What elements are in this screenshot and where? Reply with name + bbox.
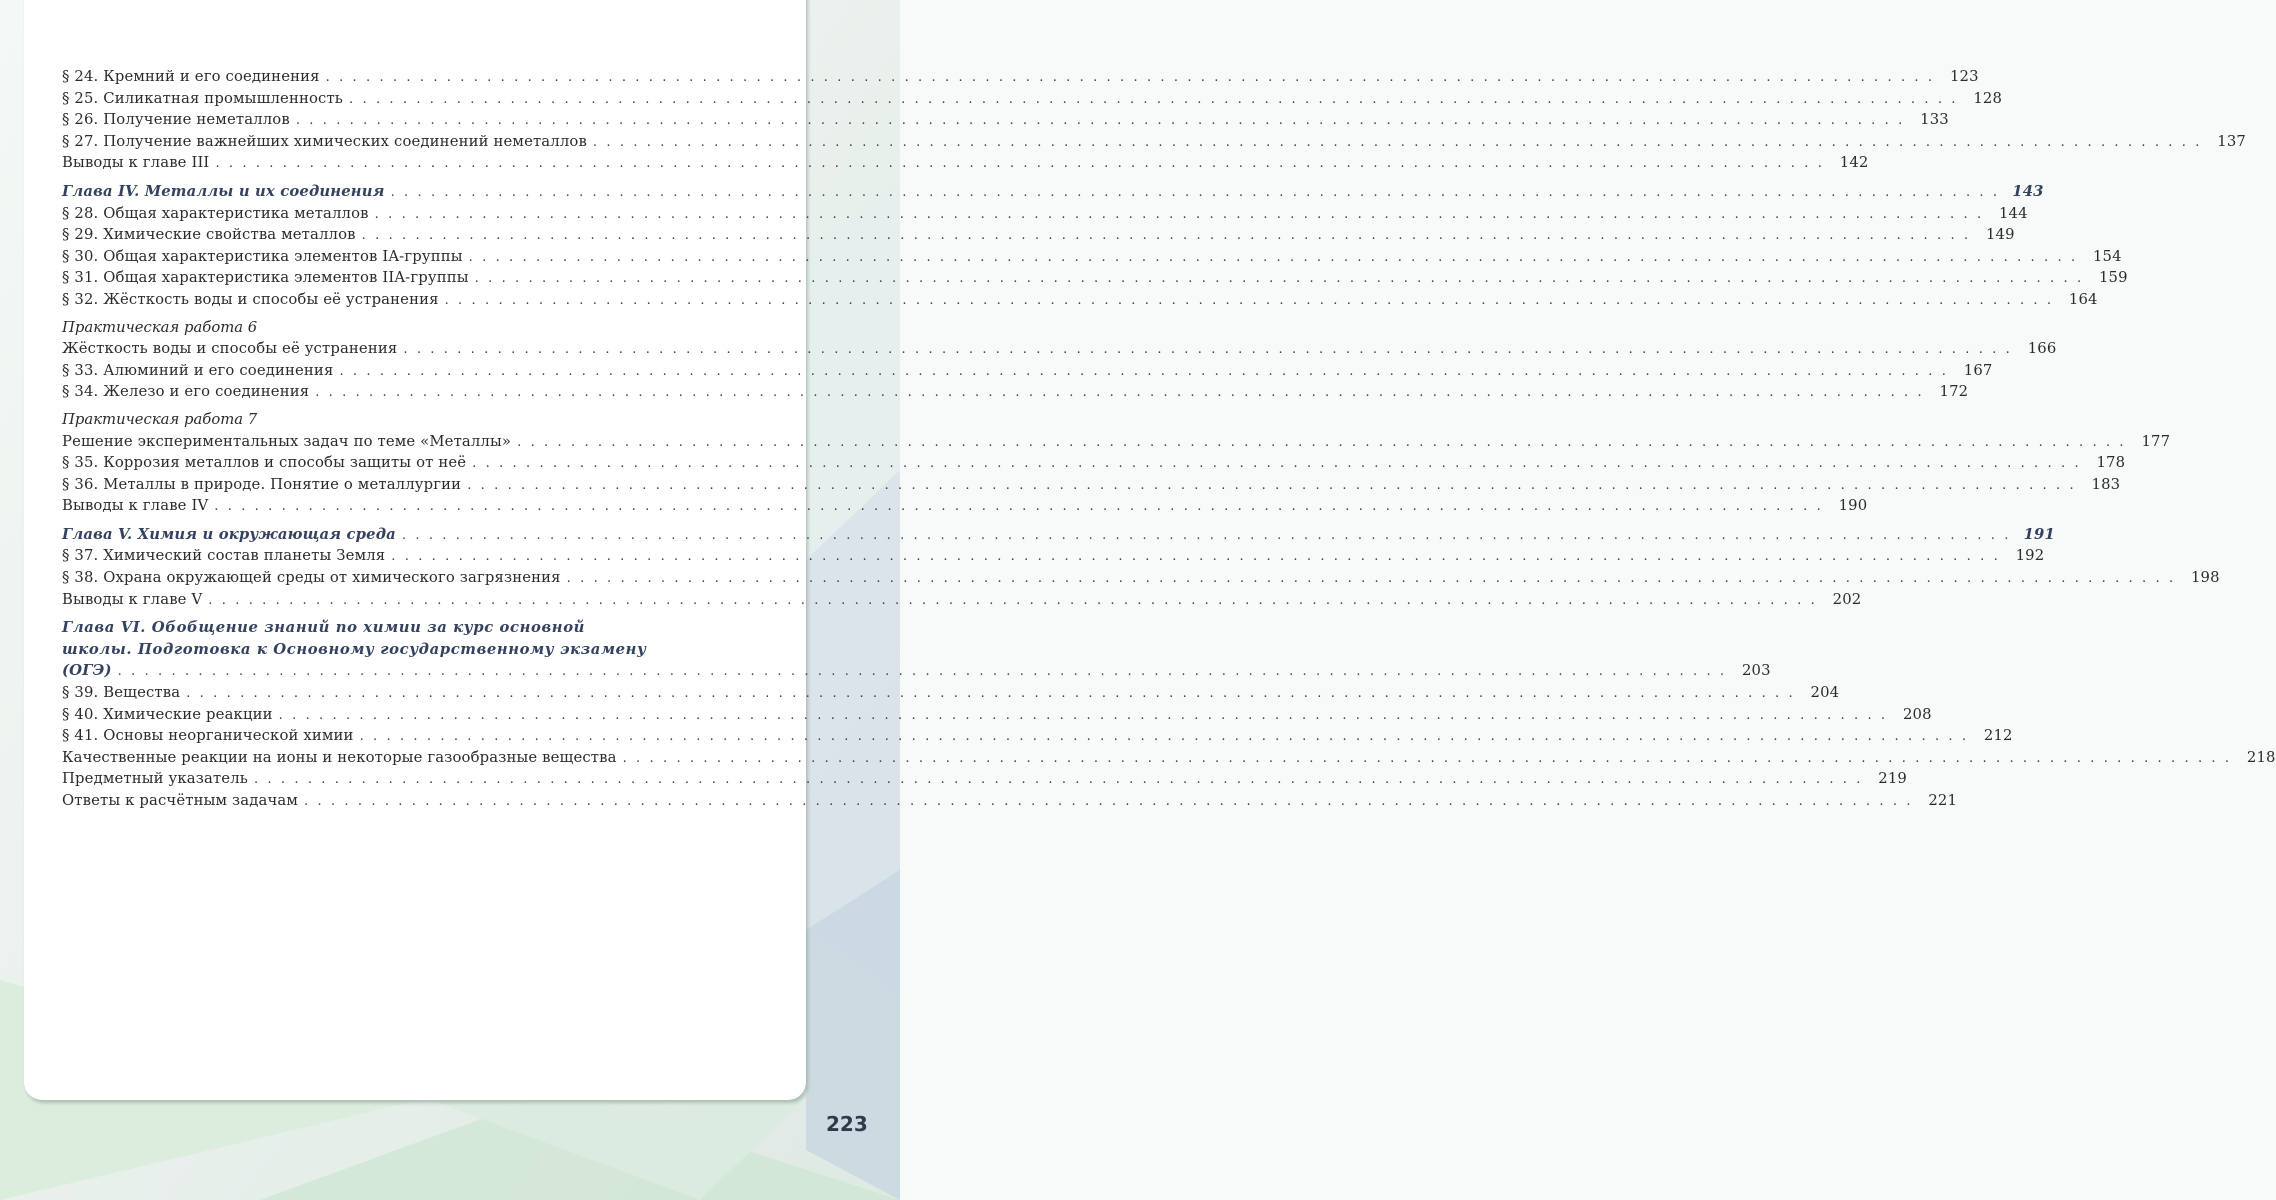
toc-entry-title: § 24. Кремний и его соединения — [62, 68, 320, 85]
dot-leader: . . . . . . . . . . . . . . . . . . . . . . . . . . . . . . . . . . . . . . . . . . . . . . . . . . . . . . . . . . . . . . . . . . . . . . . . . . . . . . . . . . . . . . . . . . . . . . . . . . . . . . . . . . . . . . . . . . . . . . . . — [117, 664, 1727, 680]
toc-entry-page: 164 — [2068, 290, 2098, 308]
toc-entry[interactable] — [62, 66, 1979, 88]
toc-entry-title: § 30. Общая характеристика элементов IA-группы — [62, 247, 463, 265]
toc-entry-title: Ответы к расчётным задачам — [62, 792, 299, 809]
toc-entry-title: § 27. Получение важнейших химических соединений неметаллов — [62, 132, 587, 150]
toc-entry[interactable] — [62, 747, 2276, 769]
dot-leader: . . . . . . . . . . . . . . . . . . . . . . . . . . . . . . . . . . . . . . . . . . . . . . . . . . . . . . . . . . . . . . . . . . . . . . . . . . . . . . . . . . . . . . . . . . . . . . . . . . . . . . . . . . . . . . . . . . . . . . . . — [390, 184, 2000, 200]
toc-entry[interactable] — [62, 152, 1869, 174]
toc-entry-page: 172 — [1939, 383, 1969, 401]
toc-entry-title: Предметный указатель — [62, 770, 248, 788]
chapter-title: Глава V. Химия и окружающая среда — [62, 525, 396, 543]
toc-entry-title: Выводы к главе IV — [62, 497, 209, 515]
dot-leader: . . . . . . . . . . . . . . . . . . . . . . . . . . . . . . . . . . . . . . . . . . . . . . . . . . . . . . . . . . . . . . . . . . . . . . . . . . . . . . . . . . . . . . . . . . . . . . . . . . . . . . . . . . . . . . . . . . . . . . . . — [359, 729, 1969, 745]
toc-entry-title: Решение экспериментальных задач по теме «Металлы» — [62, 432, 512, 450]
toc-entry-title: § 28. Общая характеристика металлов — [62, 204, 369, 222]
practical-work-7-label: Практическая работа 7 — [62, 410, 258, 428]
toc-entry[interactable] — [62, 131, 2246, 153]
dot-leader: . . . . . . . . . . . . . . . . . . . . . . . . . . . . . . . . . . . . . . . . . . . . . . . . . . . . . . . . . . . . . . . . . . . . . . . . . . . . . . . . . . . . . . . . . . . . . . . . . . . . . . . . . . . . . . . . . . . . . . . . — [278, 707, 1888, 723]
toc-entry[interactable] — [62, 495, 1868, 517]
toc-entry-page: 144 — [1998, 204, 2028, 222]
dot-leader: . . . . . . . . . . . . . . . . . . . . . . . . . . . . . . . . . . . . . . . . . . . . . . . . . . . . . . . . . . . . . . . . . . . . . . . . . . . . . . . . . . . . . . . . . . . . . . . . . . . . . . . . . . . . . . . . . . . . . . . . — [374, 206, 1984, 222]
dot-leader: . . . . . . . . . . . . . . . . . . . . . . . . . . . . . . . . . . . . . . . . . . . . . . . . . . . . . . . . . . . . . . . . . . . . . . . . . . . . . . . . . . . . . . . . . . . . . . . . . . . . . . . . . . . . . . . . . . . . . . . . — [592, 134, 2202, 150]
toc-entry-title: § 40. Химические реакции — [62, 705, 273, 723]
dot-leader: . . . . . . . . . . . . . . . . . . . . . . . . . . . . . . . . . . . . . . . . . . . . . . . . . . . . . . . . . . . . . . . . . . . . . . . . . . . . . . . . . . . . . . . . . . . . . . . . . . . . . . . . . . . . . . . . . . . . . . . . — [325, 70, 1935, 85]
toc-entry-title: Жёсткость воды и способы её устранения — [62, 340, 398, 358]
chapter-page: 203 — [1741, 662, 1771, 680]
toc-entry-title: § 29. Химические свойства металлов — [62, 226, 356, 244]
toc-entry-page: 198 — [2190, 569, 2220, 587]
toc-entry-title: § 41. Основы неорганической химии — [62, 727, 354, 745]
dot-leader: . . . . . . . . . . . . . . . . . . . . . . . . . . . . . . . . . . . . . . . . . . . . . . . . . . . . . . . . . . . . . . . . . . . . . . . . . . . . . . . . . . . . . . . . . . . . . . . . . . . . . . . . . . . . . . . . . . . . . . . . — [622, 750, 2232, 766]
toc-entry-page: 149 — [1985, 226, 2015, 244]
chapter-title-line-1: Глава VI. Обобщение знаний по химии за курс основной — [62, 619, 586, 637]
dot-leader: . . . . . . . . . . . . . . . . . . . . . . . . . . . . . . . . . . . . . . . . . . . . . . . . . . . . . . . . . . . . . . . . . . . . . . . . . . . . . . . . . . . . . . . . . . . . . . . . . . . . . . . . . . . . . . . . . . . . . . . . — [349, 91, 1959, 107]
toc-entry[interactable] — [62, 289, 2098, 311]
dot-leader: . . . . . . . . . . . . . . . . . . . . . . . . . . . . . . . . . . . . . . . . . . . . . . . . . . . . . . . . . . . . . . . . . . . . . . . . . . . . . . . . . . . . . . . . . . . . . . . . . . . . . . . . . . . . . . . . . . . . . . . . — [467, 477, 2077, 493]
dot-leader: . . . . . . . . . . . . . . . . . . . . . . . . . . . . . . . . . . . . . . . . . . . . . . . . . . . . . . . . . . . . . . . . . . . . . . . . . . . . . . . . . . . . . . . . . . . . . . . . . . . . . . . . . . . . . . . . . . . . . . . . — [253, 772, 1863, 788]
toc-entry-title: § 37. Химический состав планеты Земля — [62, 547, 386, 565]
toc-entry[interactable] — [62, 790, 1958, 812]
toc-entry-title: § 34. Железо и его соединения — [62, 383, 310, 401]
dot-leader: . . . . . . . . . . . . . . . . . . . . . . . . . . . . . . . . . . . . . . . . . . . . . . . . . . . . . . . . . . . . . . . . . . . . . . . . . . . . . . . . . . . . . . . . . . . . . . . . . . . . . . . . . . . . . . . . . . . . . . . . — [295, 113, 1905, 129]
dot-leader: . . . . . . . . . . . . . . . . . . . . . . . . . . . . . . . . . . . . . . . . . . . . . . . . . . . . . . . . . . . . . . . . . . . . . . . . . . . . . . . . . . . . . . . . . . . . . . . . . . . . . . . . . . . . . . . . . . . . . . . . — [468, 249, 2078, 265]
toc-entry-title: § 35. Коррозия металлов и способы защиты от неё — [62, 454, 467, 472]
toc-entry[interactable] — [62, 360, 1993, 382]
toc-entry-page: 202 — [1832, 590, 1862, 608]
dot-leader: . . . . . . . . . . . . . . . . . . . . . . . . . . . . . . . . . . . . . . . . . . . . . . . . . . . . . . . . . . . . . . . . . . . . . . . . . . . . . . . . . . . . . . . . . . . . . . . . . . . . . . . . . . . . . . . . . . . . . . . . — [401, 527, 2011, 543]
toc-entry-page: 208 — [1902, 705, 1932, 723]
dot-leader: . . . . . . . . . . . . . . . . . . . . . . . . . . . . . . . . . . . . . . . . . . . . . . . . . . . . . . . . . . . . . . . . . . . . . . . . . . . . . . . . . . . . . . . . . . . . . . . . . . . . . . . . . . . . . . . . . . . . . . . . — [208, 592, 1818, 608]
dot-leader: . . . . . . . . . . . . . . . . . . . . . . . . . . . . . . . . . . . . . . . . . . . . . . . . . . . . . . . . . . . . . . . . . . . . . . . . . . . . . . . . . . . . . . . . . . . . . . . . . . . . . . . . . . . . . . . . . . . . . . . . — [474, 271, 2084, 287]
toc-entry[interactable] — [62, 88, 2003, 110]
chapter-page: 143 — [2012, 182, 2044, 200]
dot-leader: . . . . . . . . . . . . . . . . . . . . . . . . . . . . . . . . . . . . . . . . . . . . . . . . . . . . . . . . . . . . . . . . . . . . . . . . . . . . . . . . . . . . . . . . . . . . . . . . . . . . . . . . . . . . . . . . . . . . . . . . — [566, 571, 2176, 587]
toc-entry[interactable] — [62, 452, 2126, 474]
toc-entry-page: 154 — [2092, 247, 2122, 265]
toc-entry[interactable] — [62, 768, 1907, 790]
chapter-6-heading[interactable] — [62, 617, 1771, 682]
dot-leader: . . . . . . . . . . . . . . . . . . . . . . . . . . . . . . . . . . . . . . . . . . . . . . . . . . . . . . . . . . . . . . . . . . . . . . . . . . . . . . . . . . . . . . . . . . . . . . . . . . . . . . . . . . . . . . . . . . . . . . . . — [403, 342, 2013, 358]
dot-leader: . . . . . . . . . . . . . . . . . . . . . . . . . . . . . . . . . . . . . . . . . . . . . . . . . . . . . . . . . . . . . . . . . . . . . . . . . . . . . . . . . . . . . . . . . . . . . . . . . . . . . . . . . . . . . . . . . . . . . . . . — [517, 434, 2127, 450]
dot-leader: . . . . . . . . . . . . . . . . . . . . . . . . . . . . . . . . . . . . . . . . . . . . . . . . . . . . . . . . . . . . . . . . . . . . . . . . . . . . . . . . . . . . . . . . . . . . . . . . . . . . . . . . . . . . . . . . . . . . . . . . — [339, 363, 1949, 379]
dot-leader: . . . . . . . . . . . . . . . . . . . . . . . . . . . . . . . . . . . . . . . . . . . . . . . . . . . . . . . . . . . . . . . . . . . . . . . . . . . . . . . . . . . . . . . . . . . . . . . . . . . . . . . . . . . . . . . . . . . . . . . . — [472, 456, 2082, 472]
toc-entry[interactable] — [62, 704, 1932, 726]
toc-entry-page: 212 — [1983, 727, 2013, 745]
toc-entry-title: § 38. Охрана окружающей среды от химического загрязнения — [62, 569, 561, 587]
toc-entry-title: § 26. Получение неметаллов — [62, 111, 290, 129]
toc-entry-page: 178 — [2096, 454, 2126, 472]
toc-entry-title: Качественные реакции на ионы и некоторые газообразные вещества — [62, 748, 617, 766]
toc-entry-title: § 33. Алюминий и его соединения — [62, 361, 334, 379]
chapter-title-line-3 — [62, 660, 1771, 682]
toc-entry[interactable] — [62, 682, 1840, 704]
toc-entry-page: 128 — [1973, 89, 2003, 107]
toc-entry-page: 137 — [2217, 132, 2246, 150]
toc-entry-page: 219 — [1878, 770, 1907, 788]
toc-entry-page: 190 — [1838, 497, 1868, 515]
dot-leader: . . . . . . . . . . . . . . . . . . . . . . . . . . . . . . . . . . . . . . . . . . . . . . . . . . . . . . . . . . . . . . . . . . . . . . . . . . . . . . . . . . . . . . . . . . . . . . . . . . . . . . . . . . . . . . . . . . . . . . . . — [215, 156, 1825, 172]
toc-entry-title: Выводы к главе III — [62, 154, 210, 172]
toc-entry-page: 133 — [1920, 111, 1949, 129]
toc-entry-title: § 32. Жёсткость воды и способы её устранения — [62, 290, 439, 308]
toc-entry-title: § 25. Силикатная промышленность — [62, 89, 344, 107]
toc-entry[interactable] — [62, 545, 2045, 567]
toc-entry[interactable] — [62, 725, 2013, 747]
practical-work-6-label: Практическая работа 6 — [62, 318, 258, 336]
toc-entry[interactable] — [62, 338, 2057, 360]
toc-entry[interactable] — [62, 203, 2028, 225]
toc-entry-page: 221 — [1928, 792, 1958, 809]
chapter-title: (ОГЭ) — [62, 662, 112, 680]
toc-entry[interactable] — [62, 589, 1862, 611]
dot-leader: . . . . . . . . . . . . . . . . . . . . . . . . . . . . . . . . . . . . . . . . . . . . . . . . . . . . . . . . . . . . . . . . . . . . . . . . . . . . . . . . . . . . . . . . . . . . . . . . . . . . . . . . . . . . . . . . . . . . . . . . — [315, 385, 1925, 401]
toc-entry[interactable] — [62, 381, 1969, 403]
dot-leader: . . . . . . . . . . . . . . . . . . . . . . . . . . . . . . . . . . . . . . . . . . . . . . . . . . . . . . . . . . . . . . . . . . . . . . . . . . . . . . . . . . . . . . . . . . . . . . . . . . . . . . . . . . . . . . . . . . . . . . . . — [214, 499, 1824, 515]
toc-entry-page: 142 — [1839, 154, 1869, 172]
toc-entry-page: 192 — [2015, 547, 2045, 565]
chapter-title: Глава IV. Металлы и их соединения — [62, 182, 385, 200]
toc-entry-page: 218 — [2246, 748, 2276, 766]
dot-leader: . . . . . . . . . . . . . . . . . . . . . . . . . . . . . . . . . . . . . . . . . . . . . . . . . . . . . . . . . . . . . . . . . . . . . . . . . . . . . . . . . . . . . . . . . . . . . . . . . . . . . . . . . . . . . . . . . . . . . . . . — [361, 228, 1971, 244]
chapter-title-line-2: школы. Подготовка к Основному государственному экзамену — [62, 640, 647, 658]
toc-entry-title: § 31. Общая характеристика элементов IIA-группы — [62, 269, 469, 287]
dot-leader: . . . . . . . . . . . . . . . . . . . . . . . . . . . . . . . . . . . . . . . . . . . . . . . . . . . . . . . . . . . . . . . . . . . . . . . . . . . . . . . . . . . . . . . . . . . . . . . . . . . . . . . . . . . . . . . . . . . . . . . . — [304, 794, 1914, 809]
toc-entry-page: 123 — [1949, 68, 1979, 85]
toc-entry[interactable] — [62, 267, 2128, 289]
chapter-page: 191 — [2023, 525, 2055, 543]
toc-entry[interactable] — [62, 224, 2015, 246]
toc-entry[interactable] — [62, 474, 2121, 496]
chapter-4-heading[interactable] — [62, 181, 2044, 203]
toc-entry[interactable] — [62, 567, 2220, 589]
page-number: 223 — [826, 1112, 868, 1136]
dot-leader: . . . . . . . . . . . . . . . . . . . . . . . . . . . . . . . . . . . . . . . . . . . . . . . . . . . . . . . . . . . . . . . . . . . . . . . . . . . . . . . . . . . . . . . . . . . . . . . . . . . . . . . . . . . . . . . . . . . . . . . . — [391, 549, 2001, 565]
toc-entry[interactable] — [62, 431, 2171, 453]
dot-leader: . . . . . . . . . . . . . . . . . . . . . . . . . . . . . . . . . . . . . . . . . . . . . . . . . . . . . . . . . . . . . . . . . . . . . . . . . . . . . . . . . . . . . . . . . . . . . . . . . . . . . . . . . . . . . . . . . . . . . . . . — [444, 292, 2054, 308]
toc-entry-page: 167 — [1963, 361, 1993, 379]
toc-entry-page: 183 — [2091, 475, 2121, 493]
toc-entry-title: § 36. Металлы в природе. Понятие о металлургии — [62, 475, 462, 493]
toc-entry-title: § 39. Вещества — [62, 684, 181, 702]
toc-entry-page: 166 — [2027, 340, 2057, 358]
table-of-contents — [62, 66, 2276, 812]
toc-entry[interactable] — [62, 109, 1949, 131]
toc-entry-title: Выводы к главе V — [62, 590, 203, 608]
toc-entry[interactable] — [62, 246, 2122, 268]
toc-entry-page: 204 — [1810, 684, 1840, 702]
toc-entry-page: 177 — [2141, 432, 2171, 450]
chapter-5-heading[interactable] — [62, 524, 2055, 546]
toc-entry-page: 159 — [2098, 269, 2128, 287]
dot-leader: . . . . . . . . . . . . . . . . . . . . . . . . . . . . . . . . . . . . . . . . . . . . . . . . . . . . . . . . . . . . . . . . . . . . . . . . . . . . . . . . . . . . . . . . . . . . . . . . . . . . . . . . . . . . . . . . . . . . . . . . — [186, 686, 1796, 702]
